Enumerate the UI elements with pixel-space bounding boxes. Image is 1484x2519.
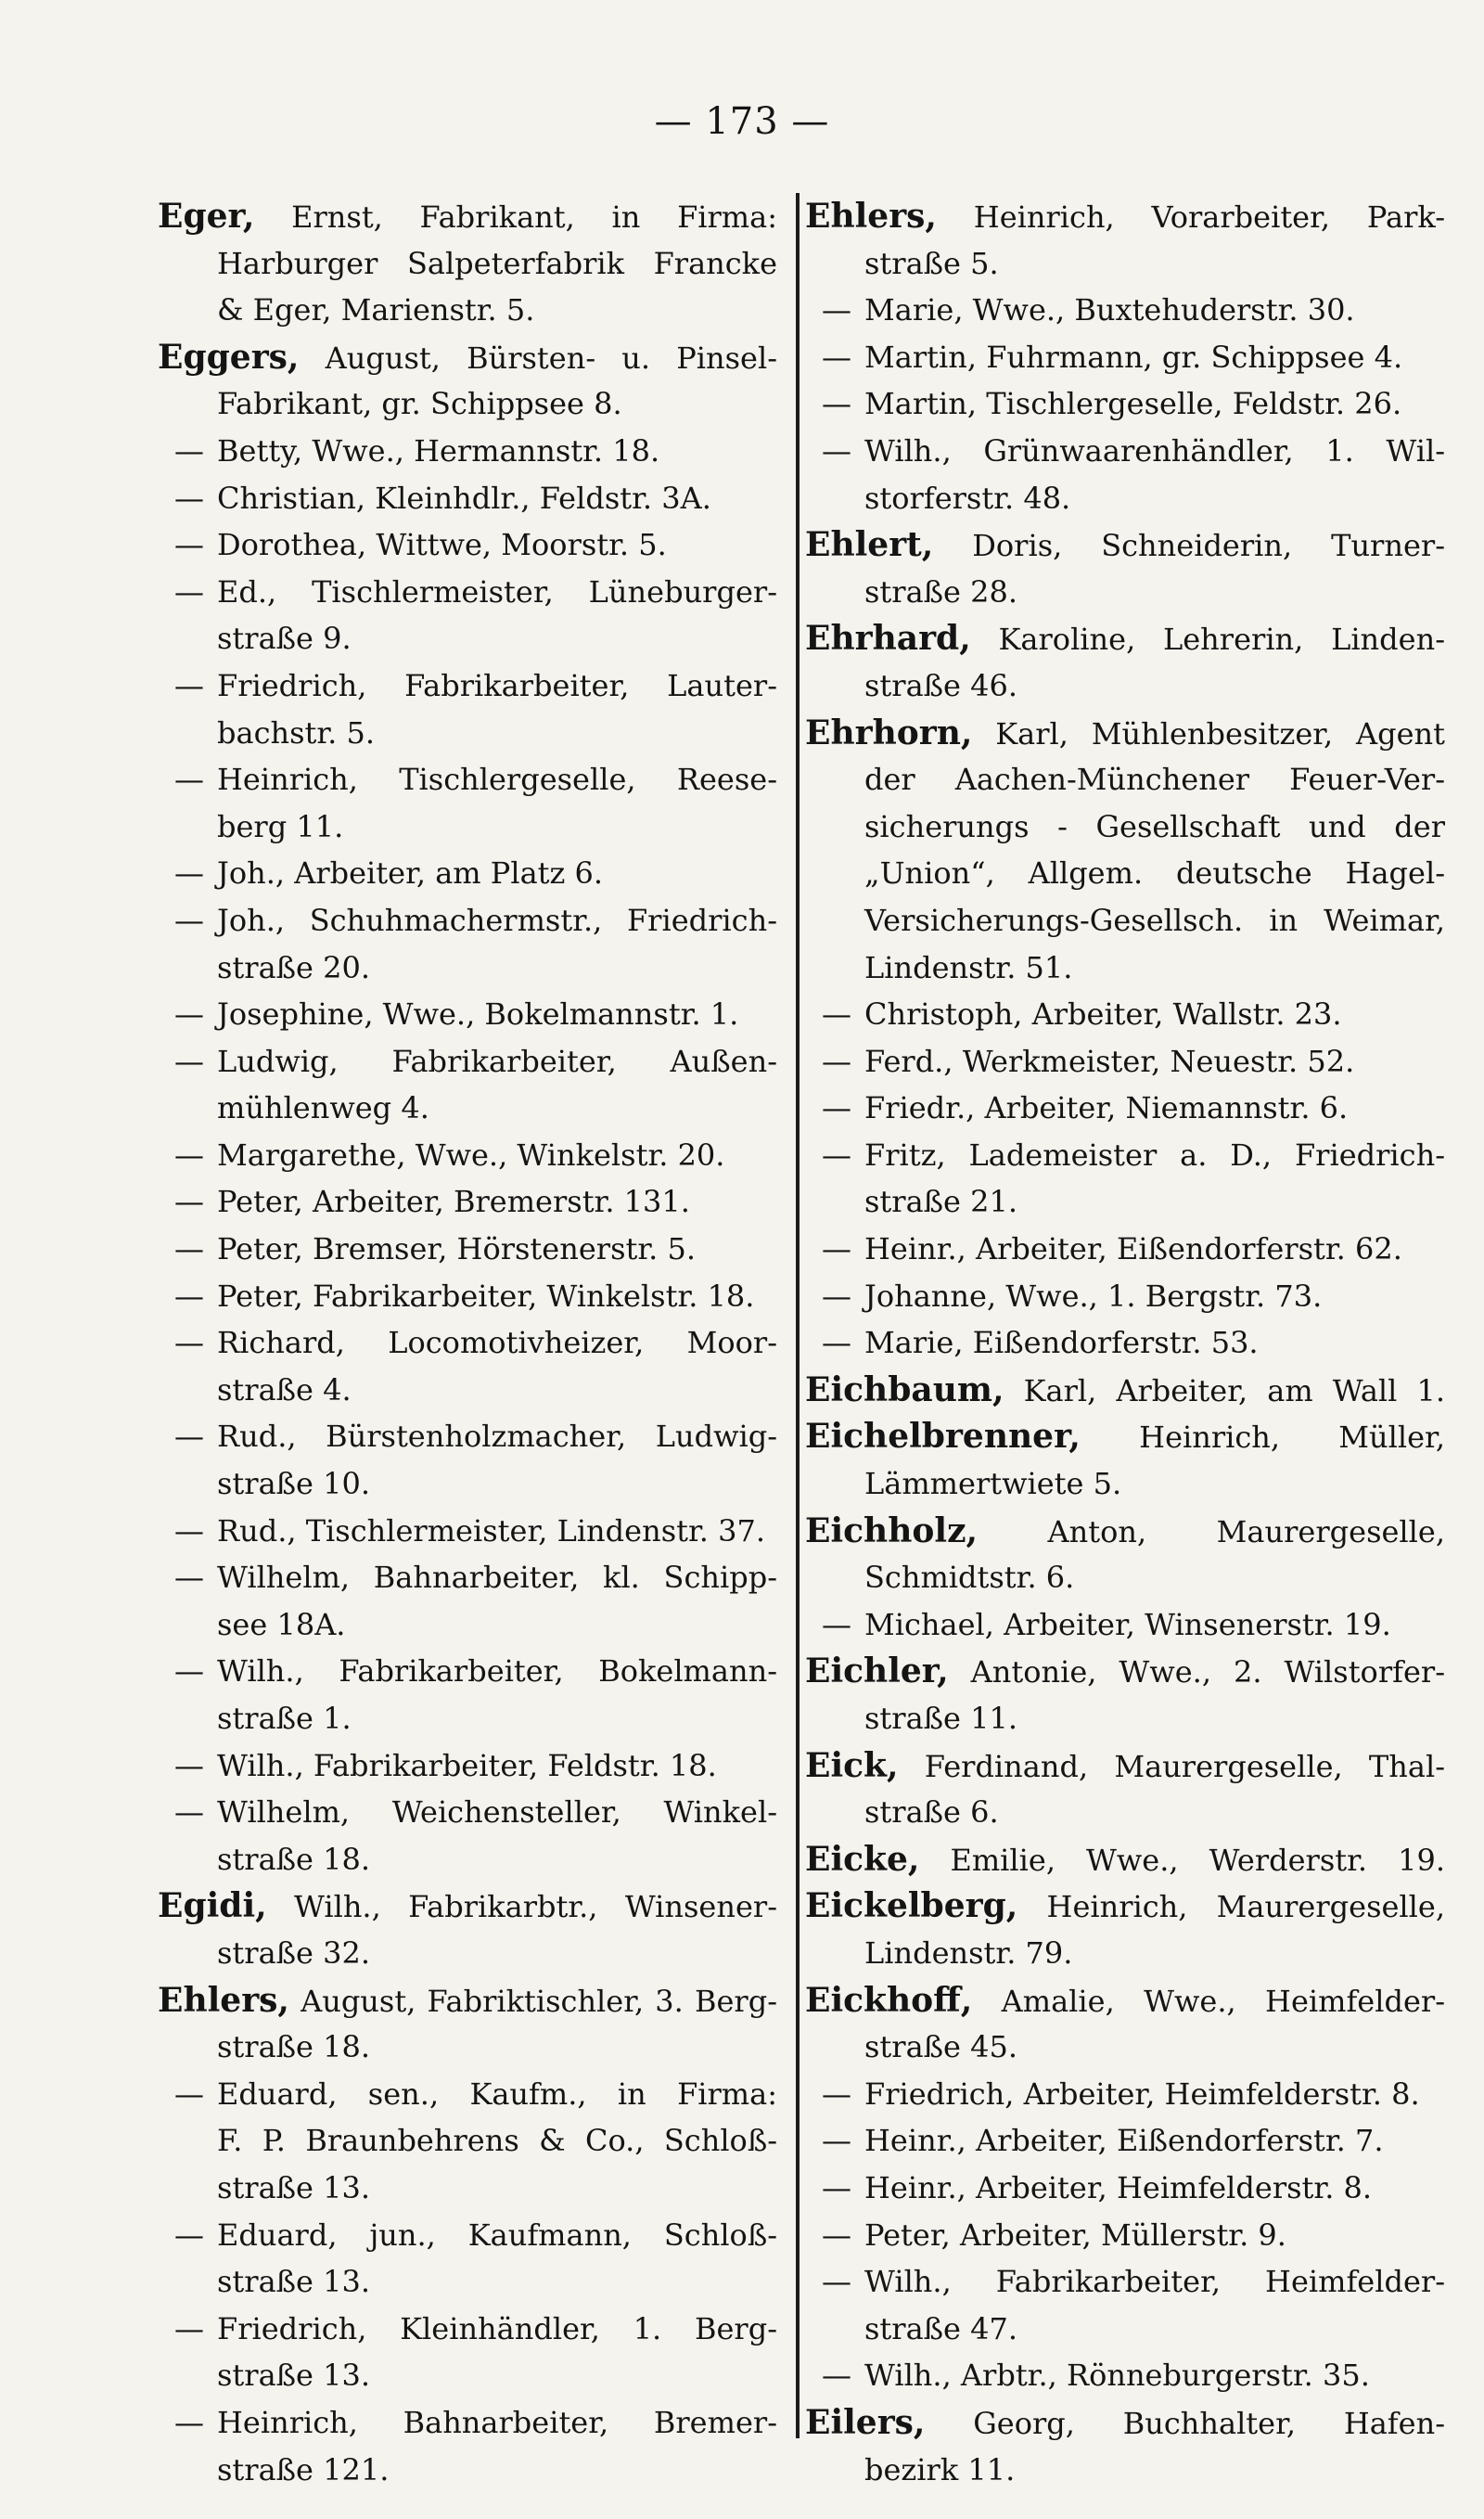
ditto-dash: — (822, 2076, 851, 2112)
entry-heading-line (805, 1883, 1445, 1930)
sub-entry-line (158, 2399, 777, 2447)
entry-text: Antonie, Wwe., 2. Wilstorfer- (970, 1654, 1445, 1690)
entry-text: Christoph, Arbeiter, Wallstr. 23. (864, 996, 1342, 1033)
ditto-dash: — (174, 1137, 204, 1173)
left-column (158, 193, 777, 2493)
sub-entry-line (805, 2258, 1445, 2306)
sub-entry-line (805, 2117, 1445, 2165)
column-divider (796, 193, 800, 2438)
entry-text: Ludwig, Fabrikarbeiter, Außen- (217, 1043, 777, 1079)
continuation-line (158, 710, 777, 757)
ditto-dash: — (822, 2217, 851, 2253)
entry-text: Margarethe, Wwe., Winkelstr. 20. (217, 1137, 725, 1173)
sub-entry-line (158, 662, 777, 710)
entry-text: Joh., Arbeiter, am Platz 6. (217, 855, 604, 892)
entry-heading-line (805, 615, 1445, 662)
continuation-line (158, 240, 777, 288)
continuation-line (805, 1178, 1445, 1226)
sub-entry-line (158, 991, 777, 1038)
ditto-dash: — (174, 2404, 204, 2440)
entry-heading-line (805, 710, 1445, 757)
continuation-line (805, 756, 1445, 803)
sub-entry-line (805, 2352, 1445, 2399)
entry-text: straße 13. (217, 2358, 371, 2394)
ditto-dash: — (174, 1325, 204, 1361)
entry-text: Marie, Wwe., Buxtehuderstr. 30. (864, 292, 1355, 328)
ditto-dash: — (822, 2264, 851, 2300)
entry-text: Friedr., Arbeiter, Niemannstr. 6. (864, 1090, 1349, 1126)
entry-text: Karl, Arbeiter, am Wall 1. (1023, 1372, 1445, 1408)
ditto-dash: — (174, 1184, 204, 1220)
entry-text: F. P. Braunbehrens & Co., Schloß- (217, 2123, 777, 2159)
entry-text: August, Fabriktischler, 3. Berg- (301, 1983, 777, 2019)
page-number: — 173 — (654, 100, 830, 143)
sub-entry-line (158, 897, 777, 945)
entry-text: Lämmertwiete 5. (864, 1466, 1122, 1502)
sub-entry-line (158, 1226, 777, 1273)
surname: Ehlert, (805, 525, 934, 565)
sub-entry-line (158, 1132, 777, 1179)
continuation-line (158, 1601, 777, 1649)
entry-text: straße 5. (864, 245, 999, 281)
sub-entry-line (158, 2212, 777, 2259)
entry-text: der Aachen-Münchener Feuer-Ver- (864, 762, 1445, 798)
entry-text: Friedrich, Kleinhändler, 1. Berg- (217, 2310, 777, 2346)
ditto-dash: — (174, 2310, 204, 2346)
continuation-line (805, 897, 1445, 945)
ditto-dash: — (174, 1560, 204, 1596)
ditto-dash: — (174, 527, 204, 563)
continuation-line (805, 1930, 1445, 1977)
continuation-line (805, 850, 1445, 897)
ditto-dash: — (174, 1794, 204, 1831)
entry-text: Emilie, Wwe., Werderstr. 19. (950, 1842, 1445, 1878)
entry-text: Richard, Locomotivheizer, Moor- (217, 1325, 777, 1361)
continuation-line (158, 2447, 777, 2494)
sub-entry-line (805, 1273, 1445, 1320)
continuation-line (158, 945, 777, 992)
sub-entry-line (805, 991, 1445, 1038)
sub-entry-line (805, 1601, 1445, 1649)
entry-text: straße 32. (217, 1934, 371, 1971)
sub-entry-line (158, 1413, 777, 1460)
entry-text: Fabrikant, gr. Schippsee 8. (217, 386, 622, 422)
entry-text: Georg, Buchhalter, Hafen- (973, 2405, 1445, 2441)
entry-heading-line (805, 1836, 1445, 1883)
entry-text: Eduard, sen., Kaufm., in Firma: (217, 2076, 777, 2112)
surname: Ehlers, (805, 197, 937, 236)
ditto-dash: — (174, 762, 204, 798)
sub-entry-line (805, 1038, 1445, 1086)
surname: Eichler, (805, 1651, 949, 1691)
entry-text: Schmidtstr. 6. (864, 1560, 1075, 1596)
continuation-line (158, 1836, 777, 1883)
sub-entry-line (805, 1319, 1445, 1367)
ditto-dash: — (174, 1512, 204, 1549)
entry-heading-line (805, 1413, 1445, 1460)
continuation-line (805, 945, 1445, 992)
entry-text: mühlenweg 4. (217, 1090, 429, 1126)
ditto-dash: — (822, 996, 851, 1033)
continuation-line (158, 2352, 777, 2399)
entry-heading-line (805, 521, 1445, 569)
ditto-dash: — (822, 2123, 851, 2159)
ditto-dash: — (822, 1090, 851, 1126)
sub-entry-line (158, 850, 777, 897)
entry-text: straße 1. (217, 1701, 352, 1736)
entry-text: Peter, Arbeiter, Bremerstr. 131. (217, 1184, 690, 1220)
ditto-dash: — (174, 1043, 204, 1079)
continuation-line (805, 2447, 1445, 2494)
sub-entry-line (158, 1742, 777, 1790)
ditto-dash: — (822, 1231, 851, 1267)
continuation-line (805, 1554, 1445, 1601)
sub-entry-line (158, 1648, 777, 1695)
entry-text: straße 20. (217, 949, 371, 985)
ditto-dash: — (174, 1278, 204, 1314)
entry-text: Fritz, Lademeister a. D., Friedrich- (864, 1137, 1445, 1173)
sub-entry-line (158, 1273, 777, 1320)
ditto-dash: — (822, 2169, 851, 2205)
entry-text: storferstr. 48. (864, 480, 1071, 516)
entry-heading-line (805, 193, 1445, 240)
entry-text: straße 11. (864, 1701, 1018, 1736)
sub-entry-line (158, 428, 777, 475)
continuation-line (158, 1367, 777, 1414)
continuation-line (805, 1789, 1445, 1836)
sub-entry-line (805, 1132, 1445, 1179)
entry-text: Josephine, Wwe., Bokelmannstr. 1. (217, 996, 739, 1033)
entry-text: Martin, Tischlergeselle, Feldstr. 26. (864, 386, 1402, 422)
continuation-line (805, 569, 1445, 616)
entry-text: Marie, Eißendorferstr. 53. (864, 1325, 1259, 1361)
surname: Ehrhard, (805, 619, 971, 659)
entry-text: Joh., Schuhmachermstr., Friedrich- (217, 902, 777, 938)
ditto-dash: — (174, 432, 204, 469)
entry-text: straße 28. (864, 573, 1018, 610)
sub-entry-line (158, 1038, 777, 1086)
surname: Ehrhorn, (805, 713, 973, 752)
ditto-dash: — (822, 339, 851, 375)
entry-text: straße 9. (217, 621, 352, 657)
continuation-line (158, 2024, 777, 2071)
entry-text: Peter, Bremser, Hörstenerstr. 5. (217, 1231, 696, 1267)
ditto-dash: — (174, 573, 204, 610)
ditto-dash: — (822, 1606, 851, 1642)
entry-text: Heinr., Arbeiter, Eißendorferstr. 62. (864, 1231, 1402, 1267)
entry-text: straße 13. (217, 2169, 371, 2205)
surname: Eickelberg, (805, 1886, 1018, 1926)
ditto-dash: — (822, 1043, 851, 1079)
continuation-line (805, 2306, 1445, 2353)
ditto-dash: — (174, 667, 204, 703)
entry-heading-line (805, 2399, 1445, 2447)
entry-text: straße 13. (217, 2264, 371, 2300)
continuation-line (805, 240, 1445, 288)
sub-entry-line (158, 1789, 777, 1836)
entry-text: sicherungs - Gesellschaft und der (864, 808, 1445, 844)
entry-text: Amalie, Wwe., Heimfelder- (1001, 1983, 1445, 2019)
continuation-line (805, 662, 1445, 710)
ditto-dash: — (174, 2217, 204, 2253)
sub-entry-line (805, 334, 1445, 381)
ditto-dash: — (822, 1278, 851, 1314)
entry-text: Rud., Tischlermeister, Lindenstr. 37. (217, 1512, 765, 1549)
sub-entry-line (805, 428, 1445, 475)
ditto-dash: — (822, 1137, 851, 1173)
sub-entry-line (158, 1508, 777, 1555)
entry-text: Betty, Wwe., Hermannstr. 18. (217, 432, 660, 469)
entry-text: straße 45. (864, 2029, 1018, 2065)
entry-text: Peter, Fabrikarbeiter, Winkelstr. 18. (217, 1278, 755, 1314)
entry-text: Wilhelm, Weichensteller, Winkel- (217, 1794, 777, 1831)
entry-text: straße 18. (217, 2029, 371, 2065)
surname: Eger, (158, 197, 255, 236)
ditto-dash: — (822, 2358, 851, 2394)
surname: Eicke, (805, 1839, 920, 1879)
continuation-line (158, 615, 777, 662)
entry-text: straße 4. (217, 1371, 352, 1407)
continuation-line (805, 2024, 1445, 2071)
sub-entry-line (158, 569, 777, 616)
entry-heading-line (158, 1883, 777, 1930)
surname: Eichelbrenner, (805, 1417, 1081, 1457)
entry-text: see 18A. (217, 1606, 346, 1642)
entry-text: Wilh., Fabrikarbeiter, Bokelmann- (217, 1653, 777, 1690)
continuation-line (158, 2117, 777, 2165)
right-column (805, 193, 1445, 2493)
entry-text: Ferd., Werkmeister, Neuestr. 52. (864, 1043, 1355, 1079)
entry-heading-line (158, 334, 777, 381)
surname: Eggers, (158, 337, 300, 377)
continuation-line (805, 475, 1445, 522)
sub-entry-line (805, 2212, 1445, 2259)
continuation-line (158, 2165, 777, 2212)
entry-text: Wilh., Arbtr., Rönneburgerstr. 35. (864, 2358, 1370, 2394)
entry-heading-line (805, 1367, 1445, 1414)
entry-text: Ed., Tischlermeister, Lüneburger- (217, 573, 777, 610)
ditto-dash: — (174, 480, 204, 516)
entry-text: Wilh., Fabrikarbtr., Winsener- (294, 1889, 777, 1925)
ditto-dash: — (174, 2076, 204, 2112)
entry-heading-line (805, 1742, 1445, 1790)
entry-text: Christian, Kleinhdlr., Feldstr. 3A. (217, 480, 711, 516)
sub-entry-line (158, 1319, 777, 1367)
entry-text: Wilhelm, Bahnarbeiter, kl. Schipp- (217, 1560, 777, 1596)
sub-entry-line (158, 2071, 777, 2118)
surname: Ehlers, (158, 1980, 289, 2020)
entry-text: bezirk 11. (864, 2451, 1016, 2487)
sub-entry-line (158, 521, 777, 569)
entry-text: Lindenstr. 79. (864, 1934, 1073, 1971)
sub-entry-line (158, 756, 777, 803)
entry-text: Friedrich, Fabrikarbeiter, Lauter- (217, 667, 777, 703)
entry-heading-line (158, 1977, 777, 2024)
ditto-dash: — (174, 902, 204, 938)
entry-text: Heinr., Arbeiter, Eißendorferstr. 7. (864, 2123, 1384, 2159)
entry-text: Wilh., Fabrikarbeiter, Heimfelder- (864, 2264, 1445, 2300)
entry-text: Karoline, Lehrerin, Linden- (998, 622, 1445, 658)
sub-entry-line (158, 1554, 777, 1601)
entry-text: Heinrich, Müller, (1139, 1420, 1445, 1456)
continuation-line (158, 1695, 777, 1742)
entry-text: straße 121. (217, 2451, 390, 2487)
entry-text: straße 6. (864, 1794, 999, 1831)
entry-text: August, Bürsten- u. Pinsel- (325, 340, 777, 376)
entry-text: & Eger, Marienstr. 5. (217, 292, 535, 328)
entry-text: Ferdinand, Maurergeselle, Thal- (924, 1748, 1445, 1784)
entry-text: bachstr. 5. (217, 714, 376, 751)
sub-entry-line (805, 2071, 1445, 2118)
sub-entry-line (158, 475, 777, 522)
entry-text: Michael, Arbeiter, Winsenerstr. 19. (864, 1606, 1391, 1642)
entry-text: Karl, Mühlenbesitzer, Agent (995, 715, 1445, 752)
entry-text: Eduard, jun., Kaufmann, Schloß- (217, 2217, 777, 2253)
entry-heading-line (805, 1648, 1445, 1695)
ditto-dash: — (174, 1231, 204, 1267)
entry-text: Versicherungs-Gesellsch. in Weimar, (864, 902, 1445, 938)
continuation-line (158, 803, 777, 851)
entry-text: Dorothea, Wittwe, Moorstr. 5. (217, 527, 667, 563)
entry-text: Wilh., Grünwaarenhändler, 1. Wil- (864, 432, 1445, 469)
entry-text: Harburger Salpeterfabrik Francke (217, 245, 777, 281)
entry-text: Doris, Schneiderin, Turner- (972, 528, 1445, 564)
ditto-dash: — (174, 855, 204, 892)
entry-text: Heinrich, Vorarbeiter, Park- (973, 199, 1445, 235)
entry-text: Wilh., Fabrikarbeiter, Feldstr. 18. (217, 1747, 717, 1783)
entry-text: Heinr., Arbeiter, Heimfelderstr. 8. (864, 2169, 1373, 2205)
sub-entry-line (158, 2306, 777, 2353)
ditto-dash: — (822, 1325, 851, 1361)
surname: Egidi, (158, 1886, 267, 1926)
sub-entry-line (805, 287, 1445, 334)
continuation-line (158, 1085, 777, 1132)
entry-text: Peter, Arbeiter, Müllerstr. 9. (864, 2217, 1286, 2253)
entry-text: Johanne, Wwe., 1. Bergstr. 73. (864, 1278, 1323, 1314)
ditto-dash: — (174, 1653, 204, 1690)
continuation-line (158, 380, 777, 428)
ditto-dash: — (822, 386, 851, 422)
ditto-dash: — (174, 996, 204, 1033)
continuation-line (805, 1460, 1445, 1508)
continuation-line (158, 2258, 777, 2306)
continuation-line (805, 803, 1445, 851)
entry-heading-line (158, 193, 777, 240)
ditto-dash: — (174, 1747, 204, 1783)
entry-text: Martin, Fuhrmann, gr. Schippsee 4. (864, 339, 1403, 375)
entry-text: „Union“, Allgem. deutsche Hagel- (864, 855, 1445, 892)
sub-entry-line (158, 1178, 777, 1226)
entry-heading-line (805, 1977, 1445, 2024)
entry-heading-line (805, 1508, 1445, 1555)
surname: Eichbaum, (805, 1369, 1004, 1409)
entry-text: Heinrich, Tischlergeselle, Reese- (217, 762, 777, 798)
sub-entry-line (805, 1085, 1445, 1132)
entry-text: Anton, Maurergeselle, (1047, 1513, 1445, 1549)
sub-entry-line (805, 2165, 1445, 2212)
ditto-dash: — (822, 432, 851, 469)
entry-text: straße 10. (217, 1466, 371, 1502)
entry-text: straße 21. (864, 1184, 1018, 1220)
surname: Eichholz, (805, 1510, 979, 1550)
ditto-dash: — (174, 1419, 204, 1455)
entry-text: straße 47. (864, 2310, 1018, 2346)
surname: Eickhoff, (805, 1980, 973, 2020)
continuation-line (158, 1930, 777, 1977)
entry-text: Ernst, Fabrikant, in Firma: (291, 199, 777, 235)
continuation-line (158, 287, 777, 334)
entry-text: Lindenstr. 51. (864, 949, 1073, 985)
surname: Eick, (805, 1745, 899, 1785)
entry-text: Friedrich, Arbeiter, Heimfelderstr. 8. (864, 2076, 1420, 2112)
ditto-dash: — (822, 292, 851, 328)
sub-entry-line (805, 1226, 1445, 1273)
surname: Eilers, (805, 2402, 926, 2442)
entry-text: Rud., Bürstenholzmacher, Ludwig- (217, 1419, 777, 1455)
entry-text: Heinrich, Bahnarbeiter, Bremer- (217, 2404, 777, 2440)
entry-text: straße 18. (217, 1841, 371, 1877)
continuation-line (158, 1460, 777, 1508)
continuation-line (805, 1695, 1445, 1742)
sub-entry-line (805, 380, 1445, 428)
entry-text: berg 11. (217, 808, 344, 844)
entry-text: Heinrich, Maurergeselle, (1046, 1889, 1445, 1925)
entry-text: straße 46. (864, 667, 1018, 703)
